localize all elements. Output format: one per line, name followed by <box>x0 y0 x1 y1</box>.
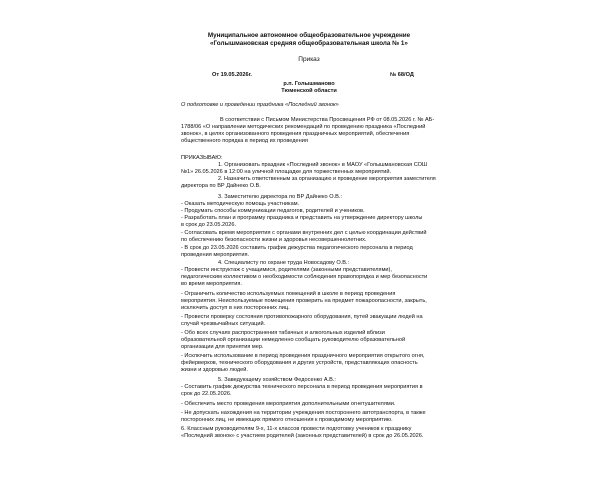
order-line: фейерверков, технического оборудования и других устройств, представляющих опасность <box>181 360 418 366</box>
order-line: - В срок до 23.05.2026 составить график дежурства педагогического персонала в период <box>181 245 413 251</box>
order-line: проведения мероприятия. <box>181 252 250 258</box>
order-line: - Оказать методическую помощь участникам. <box>181 201 300 207</box>
order-title: Приказ <box>298 56 320 63</box>
order-line: 1. Организовать праздник «Последний звонок» в МАОУ «Голышмановская СОШ <box>218 162 428 168</box>
intro-line: В соответствии с Письмом Министерства Просвещения РФ от 08.05.2026 г. № АБ- <box>220 117 435 123</box>
order-line: №1» 26.05.2026 в 12:00 на уличной площадке для торжественных мероприятий. <box>181 169 392 175</box>
order-line: - Провести инструктаж с учащимися, родителями (законными представителями), <box>181 267 392 273</box>
order-line: - Разработать план и программу праздника и представить на утверждение директору школы <box>181 215 423 221</box>
intro-line: 1788/06 «О направлении методических рекомендаций по проведению праздника «Последний <box>181 124 426 130</box>
order-line: педагогическим коллективом о необходимости соблюдения правопорядка и мер безопасности <box>181 274 428 280</box>
order-line: - Провести проверку состояния противопожарного оборудования, путей эвакуации людей на <box>181 314 423 320</box>
order-line: посторонних лиц, не имеющих прямого отношения к проводимому мероприятию. <box>181 417 393 423</box>
order-line: 4. Специалисту по охране труда Новосадову О.В.: <box>218 260 350 266</box>
order-line: - Согласовать время мероприятия с органами внутренних дел с целью координации действий <box>181 230 427 236</box>
order-line: - Ограничить количество используемых помещений в школе в период проведения <box>181 291 396 297</box>
order-line: исключить доступ в них посторонних лиц. <box>181 305 290 311</box>
order-line: случай чрезвычайных ситуаций. <box>181 321 266 327</box>
order-line: организации для принятия мер. <box>181 344 264 350</box>
order-line: жизни и здоровью людей. <box>181 367 248 373</box>
org-name-line-1: Муниципальное автономное общеобразовательное учреждение <box>207 32 411 39</box>
order-line: «Последний звонок» с участием родителей (законных представителей) в срок до 26.05.2026. <box>181 433 424 439</box>
intro-line: звонок», в целях организованного проведения праздничных мероприятий, обеспечения <box>181 131 410 137</box>
order-line: 2. Назначить ответственным за организацию и проведение мероприятия заместителя <box>218 176 436 182</box>
order-line: 3. Заместителю директора по ВР Дайнеко О.В.: <box>218 194 342 200</box>
order-line: - Составить график дежурства технического персонала в период проведения мероприятия в <box>181 384 423 390</box>
order-date: От 19.05.2026г. <box>212 72 252 78</box>
order-line: в срок до 23.05.2026. <box>181 222 237 228</box>
order-number: № 68/ОД <box>390 72 414 78</box>
order-line: директора по ВР Дайнеко О.В. <box>181 183 261 189</box>
order-subject: О подготовке и проведении праздника «Последний звонок» <box>181 102 339 108</box>
order-line: - Исключить использование в период проведения праздничного мероприятия открытого огня, <box>181 353 425 359</box>
order-line: - Не допускать нахождения на территории учреждения постороннего автотранспорта, в также <box>181 410 426 416</box>
order-line: мероприятия. Неиспользуемые помещения проверить на предмет пожароопасности, закрыть, <box>181 298 427 304</box>
order-line: во время мероприятия. <box>181 281 242 287</box>
order-line: - Обеспечить место проведения мероприятия дополнительными огнетушителями. <box>181 401 396 407</box>
place-line-2: Тюменской области <box>281 88 337 94</box>
order-line: по обеспечению безопасности жизни и здоровья несовершеннолетних. <box>181 237 367 243</box>
order-line: - Продумать способы коммуникации педагогов, родителей и учеников. <box>181 208 365 214</box>
order-line: 5. Заведующему хозяйством Федосенко А.В.: <box>218 377 336 383</box>
intro-line: общественного порядка в период их проведения <box>181 138 308 144</box>
order-line: срок до 22.05.2026. <box>181 391 232 397</box>
order-line: образовательной организации немедленно сообщать руководителю образовательной <box>181 337 406 343</box>
org-name-line-2: «Голышмановская средняя общеобразовательная школа № 1» <box>210 40 408 47</box>
orders-heading: ПРИКАЗЫВАЮ: <box>181 155 223 161</box>
order-line: - Обо всех случаях распространения табачных и алкогольных изделий вблизи <box>181 330 385 336</box>
place-line-1: р.п. Голышманово <box>283 81 335 87</box>
order-line: 6. Классным руководителям 9-х, 11-х классов провести подготовку учеников к празднику <box>181 426 412 432</box>
